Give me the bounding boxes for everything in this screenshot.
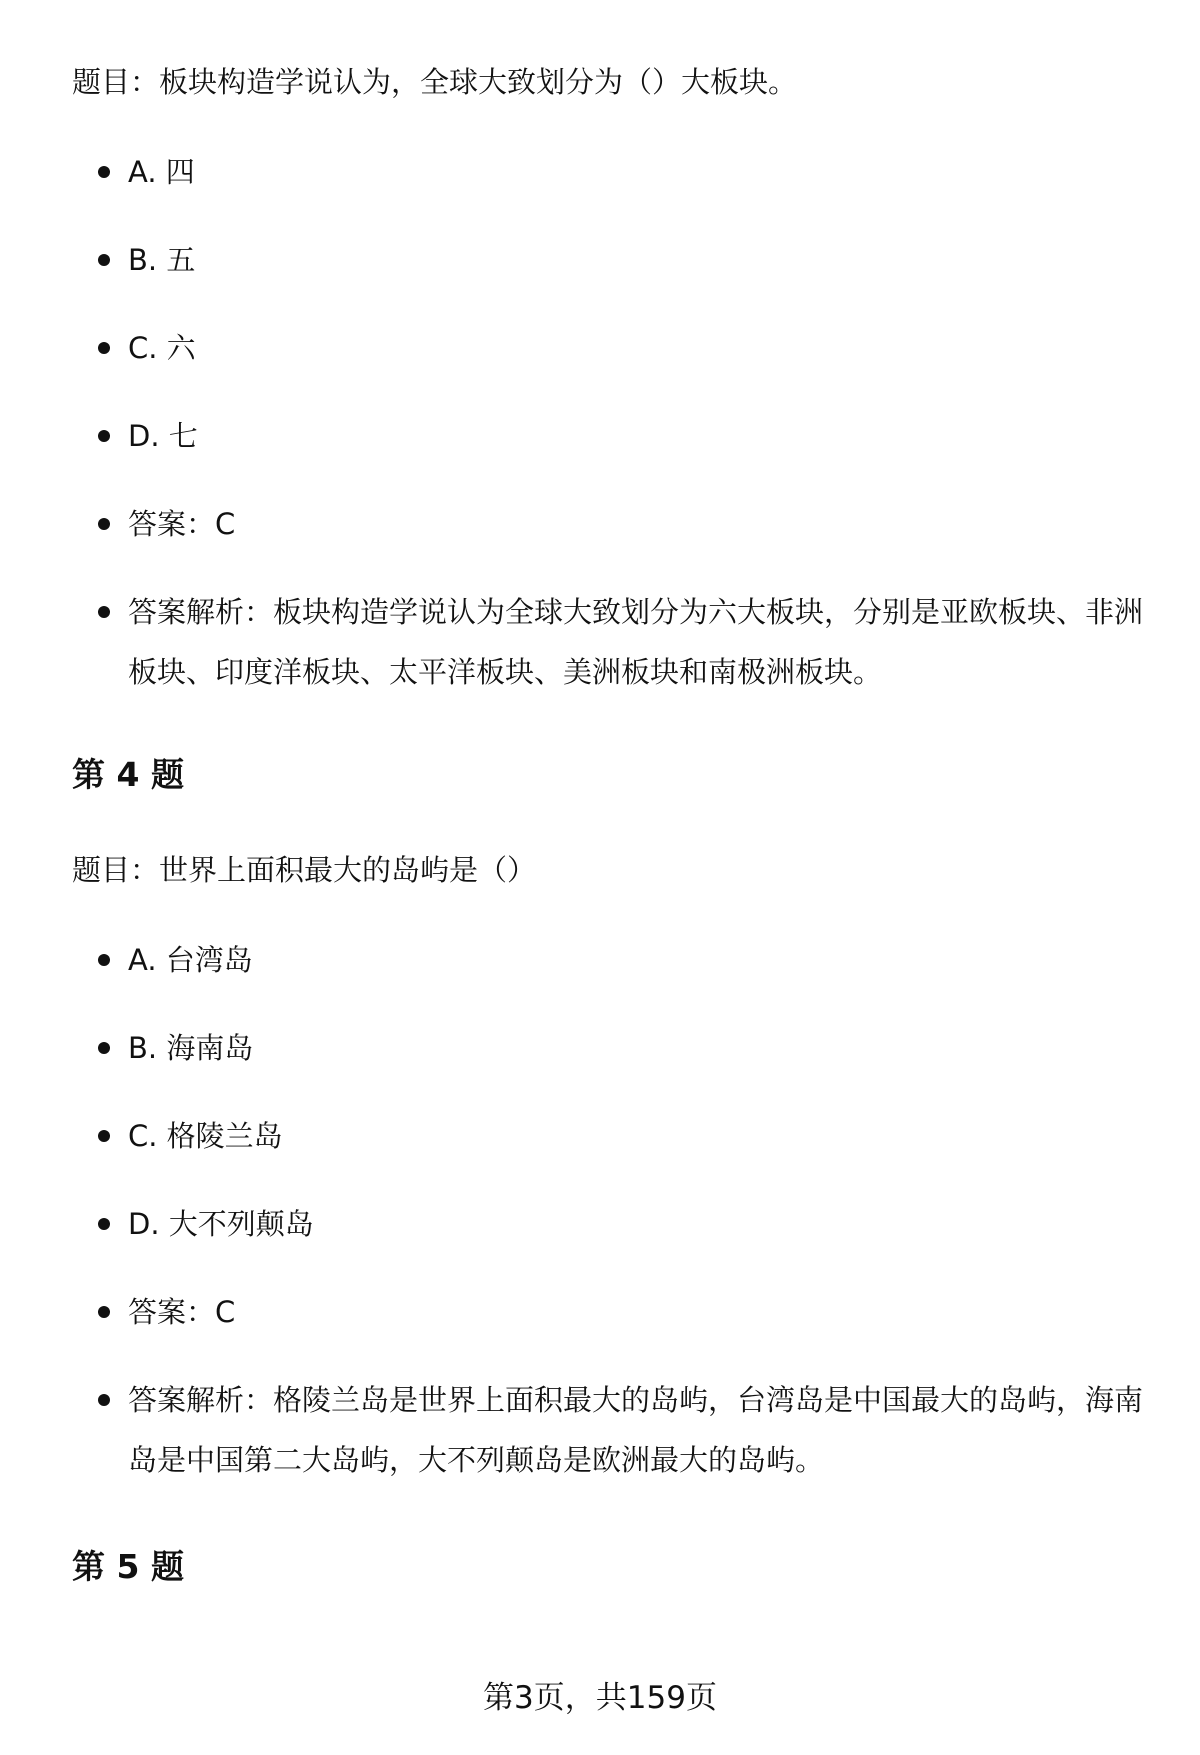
option-d [128,406,1148,466]
option-c [128,1106,1148,1166]
bullet-icon [98,166,110,178]
analysis-text: 答案解析：板块构造学说认为全球大致划分为六大板块，分别是亚欧板块、非洲板块、印度洋板块、太平洋板块、美洲板块和南极洲板块。 [128,595,1144,689]
question-heading: 第 4 题 [72,755,184,794]
answer-line [128,1282,1148,1342]
option-d [128,1194,1148,1254]
bullet-icon [98,606,110,618]
option-text: D. 七 [128,419,198,453]
option-b [128,230,1148,290]
bullet-icon [98,430,110,442]
option-text: C. 格陵兰岛 [128,1119,283,1153]
bullet-icon [98,1306,110,1318]
option-text: A. 四 [128,155,195,189]
option-text: B. 五 [128,243,196,277]
bullet-icon [98,254,110,266]
option-text: B. 海南岛 [128,1031,254,1065]
page-footer: 第3页，共159页 [483,1680,717,1716]
option-text: D. 大不列颠岛 [128,1207,314,1241]
analysis-line [128,582,1148,702]
bullet-icon [98,1394,110,1406]
question-stem: 题目：世界上面积最大的岛屿是（） [72,853,537,887]
question-stem: 题目：板块构造学说认为，全球大致划分为（）大板块。 [72,65,798,99]
bullet-icon [98,518,110,530]
option-c [128,318,1148,378]
option-a [128,142,1148,202]
answer-text: 答案：C [128,1295,236,1329]
bullet-icon [98,342,110,354]
bullet-icon [98,1218,110,1230]
option-b [128,1018,1148,1078]
answer-line [128,494,1148,554]
bullet-icon [98,954,110,966]
analysis-text: 答案解析：格陵兰岛是世界上面积最大的岛屿，台湾岛是中国最大的岛屿，海南岛是中国第二大岛屿，大不列颠岛是欧洲最大的岛屿。 [128,1383,1144,1477]
answer-text: 答案：C [128,507,236,541]
bullet-icon [98,1042,110,1054]
analysis-line [128,1370,1148,1490]
question-heading: 第 5 题 [72,1547,184,1586]
bullet-icon [98,1130,110,1142]
option-text: A. 台湾岛 [128,943,253,977]
option-a [128,930,1148,990]
option-text: C. 六 [128,331,196,365]
